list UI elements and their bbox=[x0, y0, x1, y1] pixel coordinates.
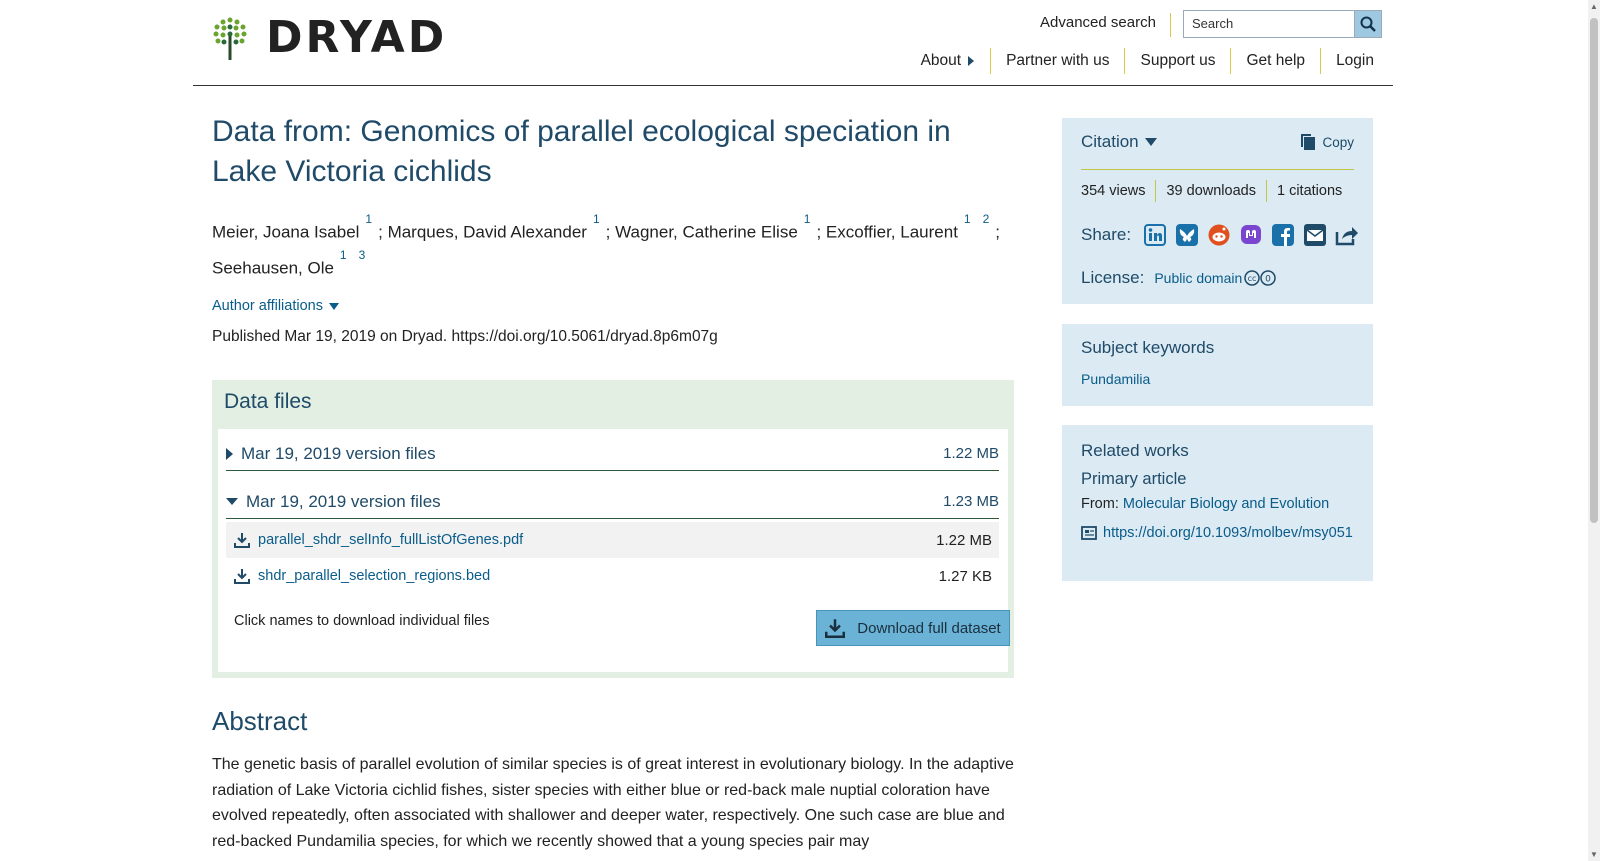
version-toggle[interactable] bbox=[226, 485, 999, 519]
download-icon bbox=[234, 532, 250, 548]
linkedin-icon[interactable] bbox=[1143, 223, 1167, 247]
file-download-link[interactable]: shdr_parallel_selection_regions.bed bbox=[258, 568, 491, 584]
affiliation-link[interactable]: 1 bbox=[963, 212, 971, 226]
license-link[interactable]: Public domain bbox=[1154, 270, 1243, 286]
affiliation-link[interactable]: 1 bbox=[803, 212, 811, 226]
author-name: Seehausen, Ole bbox=[212, 258, 334, 278]
file-size: 1.22 MB bbox=[936, 531, 992, 549]
scroll-down-icon[interactable]: ▼ bbox=[1590, 850, 1598, 859]
logo-text: DRYAD bbox=[266, 12, 448, 63]
search-input[interactable]: Search bbox=[1183, 10, 1355, 38]
journal-row bbox=[1081, 496, 1329, 512]
version-size: 1.23 MB bbox=[943, 493, 999, 510]
license-row bbox=[1081, 268, 1278, 288]
advanced-search-link[interactable]: Advanced search bbox=[1040, 13, 1171, 37]
abstract-text: The genetic basis of parallel evolution of similar species is of great interest in evolutionary biology. In the adaptive radiation of Lake Victoria cichlid fishes, sister species with either blue or red-back male nuptial coloration have evolved repeatedly, often associated with shallower and deeper water, respectively. One such case are blue and red-backed Pundamilia species, for which we recently showed that a young species pair may bbox=[212, 756, 1014, 850]
version-size: 1.22 MB bbox=[943, 445, 999, 462]
download-icon bbox=[234, 568, 250, 584]
reddit-icon[interactable] bbox=[1207, 223, 1231, 247]
bluesky-icon[interactable] bbox=[1175, 223, 1199, 247]
svg-text:cc: cc bbox=[1247, 274, 1257, 283]
keyword-link[interactable]: Pundamilia bbox=[1081, 371, 1151, 387]
caret-down-icon bbox=[1145, 138, 1157, 146]
download-icon bbox=[825, 618, 845, 638]
dataset-main bbox=[212, 112, 1014, 346]
from-label: From: bbox=[1081, 496, 1119, 512]
copy-label: Copy bbox=[1322, 134, 1354, 150]
scroll-up-icon[interactable]: ▲ bbox=[1590, 2, 1598, 11]
search-button[interactable] bbox=[1354, 10, 1382, 38]
author-name: Excoffier, Laurent bbox=[825, 222, 958, 242]
nav-about[interactable] bbox=[906, 48, 991, 74]
affiliation-link[interactable]: 1 bbox=[592, 212, 600, 226]
views-count: 354 views bbox=[1081, 183, 1146, 199]
scroll-thumb[interactable] bbox=[1590, 18, 1598, 523]
affiliation-link[interactable]: 2 bbox=[982, 212, 990, 226]
data-files-panel bbox=[212, 380, 1014, 678]
downloads-count: 39 downloads bbox=[1155, 180, 1266, 202]
affiliations-label: Author affiliations bbox=[212, 298, 323, 315]
page-title: Data from: Genomics of parallel ecological speciation in Lake Victoria cichlids bbox=[212, 115, 951, 188]
related-works-title: Related works bbox=[1081, 441, 1189, 460]
citations-count: 1 citations bbox=[1266, 180, 1352, 202]
main-nav bbox=[906, 48, 1389, 74]
file-row bbox=[226, 522, 999, 558]
data-files-title: Data files bbox=[224, 390, 312, 413]
caret-right-icon bbox=[226, 448, 233, 460]
mastodon-icon[interactable] bbox=[1239, 223, 1263, 247]
citation-card bbox=[1062, 118, 1373, 304]
journal-link[interactable]: Molecular Biology and Evolution bbox=[1122, 496, 1330, 512]
author-list: Meier, Joana Isabel$^{^1}$; Marques, David Alexander$^{^1}$; Wagner, Catherine Elise$^{^1}$; Excoffier, Laurent$^{^1 ^2}$; Seehausen, Ole$^{^1 ^3}$ bbox=[212, 212, 1001, 278]
nav-partner[interactable]: Partner with us bbox=[990, 48, 1124, 74]
nav-about-label: About bbox=[920, 52, 962, 69]
metrics-bar bbox=[1081, 169, 1354, 202]
facebook-icon[interactable] bbox=[1271, 223, 1295, 247]
data-files-list bbox=[218, 429, 1008, 672]
caret-right-icon bbox=[967, 56, 975, 66]
download-button-label: Download full dataset bbox=[857, 619, 1001, 637]
copy-citation-button[interactable] bbox=[1300, 133, 1354, 151]
file-row bbox=[226, 558, 999, 594]
keywords-card bbox=[1062, 324, 1373, 406]
primary-article-label: Primary article bbox=[1081, 470, 1187, 488]
author-name: Marques, David Alexander bbox=[387, 222, 587, 242]
license-label: License: bbox=[1081, 268, 1145, 287]
version-label: Mar 19, 2019 version files bbox=[246, 491, 441, 511]
share-bar bbox=[1081, 223, 1359, 247]
nav-login[interactable]: Login bbox=[1320, 48, 1389, 74]
caret-down-icon bbox=[226, 498, 238, 505]
affiliation-link[interactable]: 1 bbox=[365, 212, 373, 226]
download-full-dataset-button[interactable] bbox=[816, 610, 1010, 646]
publication-info: Published Mar 19, 2019 on Dryad. https://doi.org/10.5061/dryad.8p6m07g bbox=[212, 328, 718, 346]
email-icon[interactable] bbox=[1303, 223, 1327, 247]
affiliation-link[interactable]: 1 bbox=[339, 247, 347, 262]
author-affiliations-toggle[interactable] bbox=[212, 298, 1014, 314]
copy-icon bbox=[1300, 133, 1316, 151]
citation-toggle[interactable] bbox=[1081, 132, 1157, 152]
article-icon bbox=[1081, 526, 1097, 540]
keywords-title: Subject keywords bbox=[1081, 338, 1215, 357]
download-note: Click names to download individual files bbox=[234, 613, 490, 629]
abstract-section bbox=[212, 706, 1014, 854]
tree-logo-icon bbox=[212, 16, 248, 60]
site-header bbox=[193, 0, 1393, 86]
search-icon bbox=[1360, 16, 1376, 32]
citation-title: Citation bbox=[1081, 132, 1139, 151]
cc-zero-icon bbox=[1244, 270, 1278, 286]
dryad-logo[interactable] bbox=[212, 12, 448, 63]
version-label: Mar 19, 2019 version files bbox=[241, 443, 436, 463]
share-label: Share: bbox=[1081, 225, 1132, 244]
related-doi-row bbox=[1081, 521, 1361, 545]
author-name: Wagner, Catherine Elise bbox=[615, 222, 798, 242]
svg-text:0: 0 bbox=[1265, 274, 1272, 285]
page-scrollbar[interactable] bbox=[1588, 0, 1600, 861]
caret-down-icon bbox=[329, 303, 339, 310]
file-download-link[interactable]: parallel_shdr_selInfo_fullListOfGenes.pdf bbox=[258, 532, 524, 548]
file-size: 1.27 KB bbox=[938, 567, 992, 585]
related-doi-link[interactable]: https://doi.org/10.1093/molbev/msy051 bbox=[1103, 525, 1353, 541]
nav-support[interactable]: Support us bbox=[1124, 48, 1230, 74]
author-name: Meier, Joana Isabel bbox=[212, 222, 360, 242]
related-works-card bbox=[1062, 425, 1373, 581]
abstract-title: Abstract bbox=[212, 706, 308, 736]
share-icon[interactable] bbox=[1335, 223, 1359, 247]
affiliation-link[interactable]: 3 bbox=[358, 247, 366, 262]
nav-help[interactable]: Get help bbox=[1230, 48, 1320, 74]
version-toggle[interactable] bbox=[226, 437, 999, 471]
